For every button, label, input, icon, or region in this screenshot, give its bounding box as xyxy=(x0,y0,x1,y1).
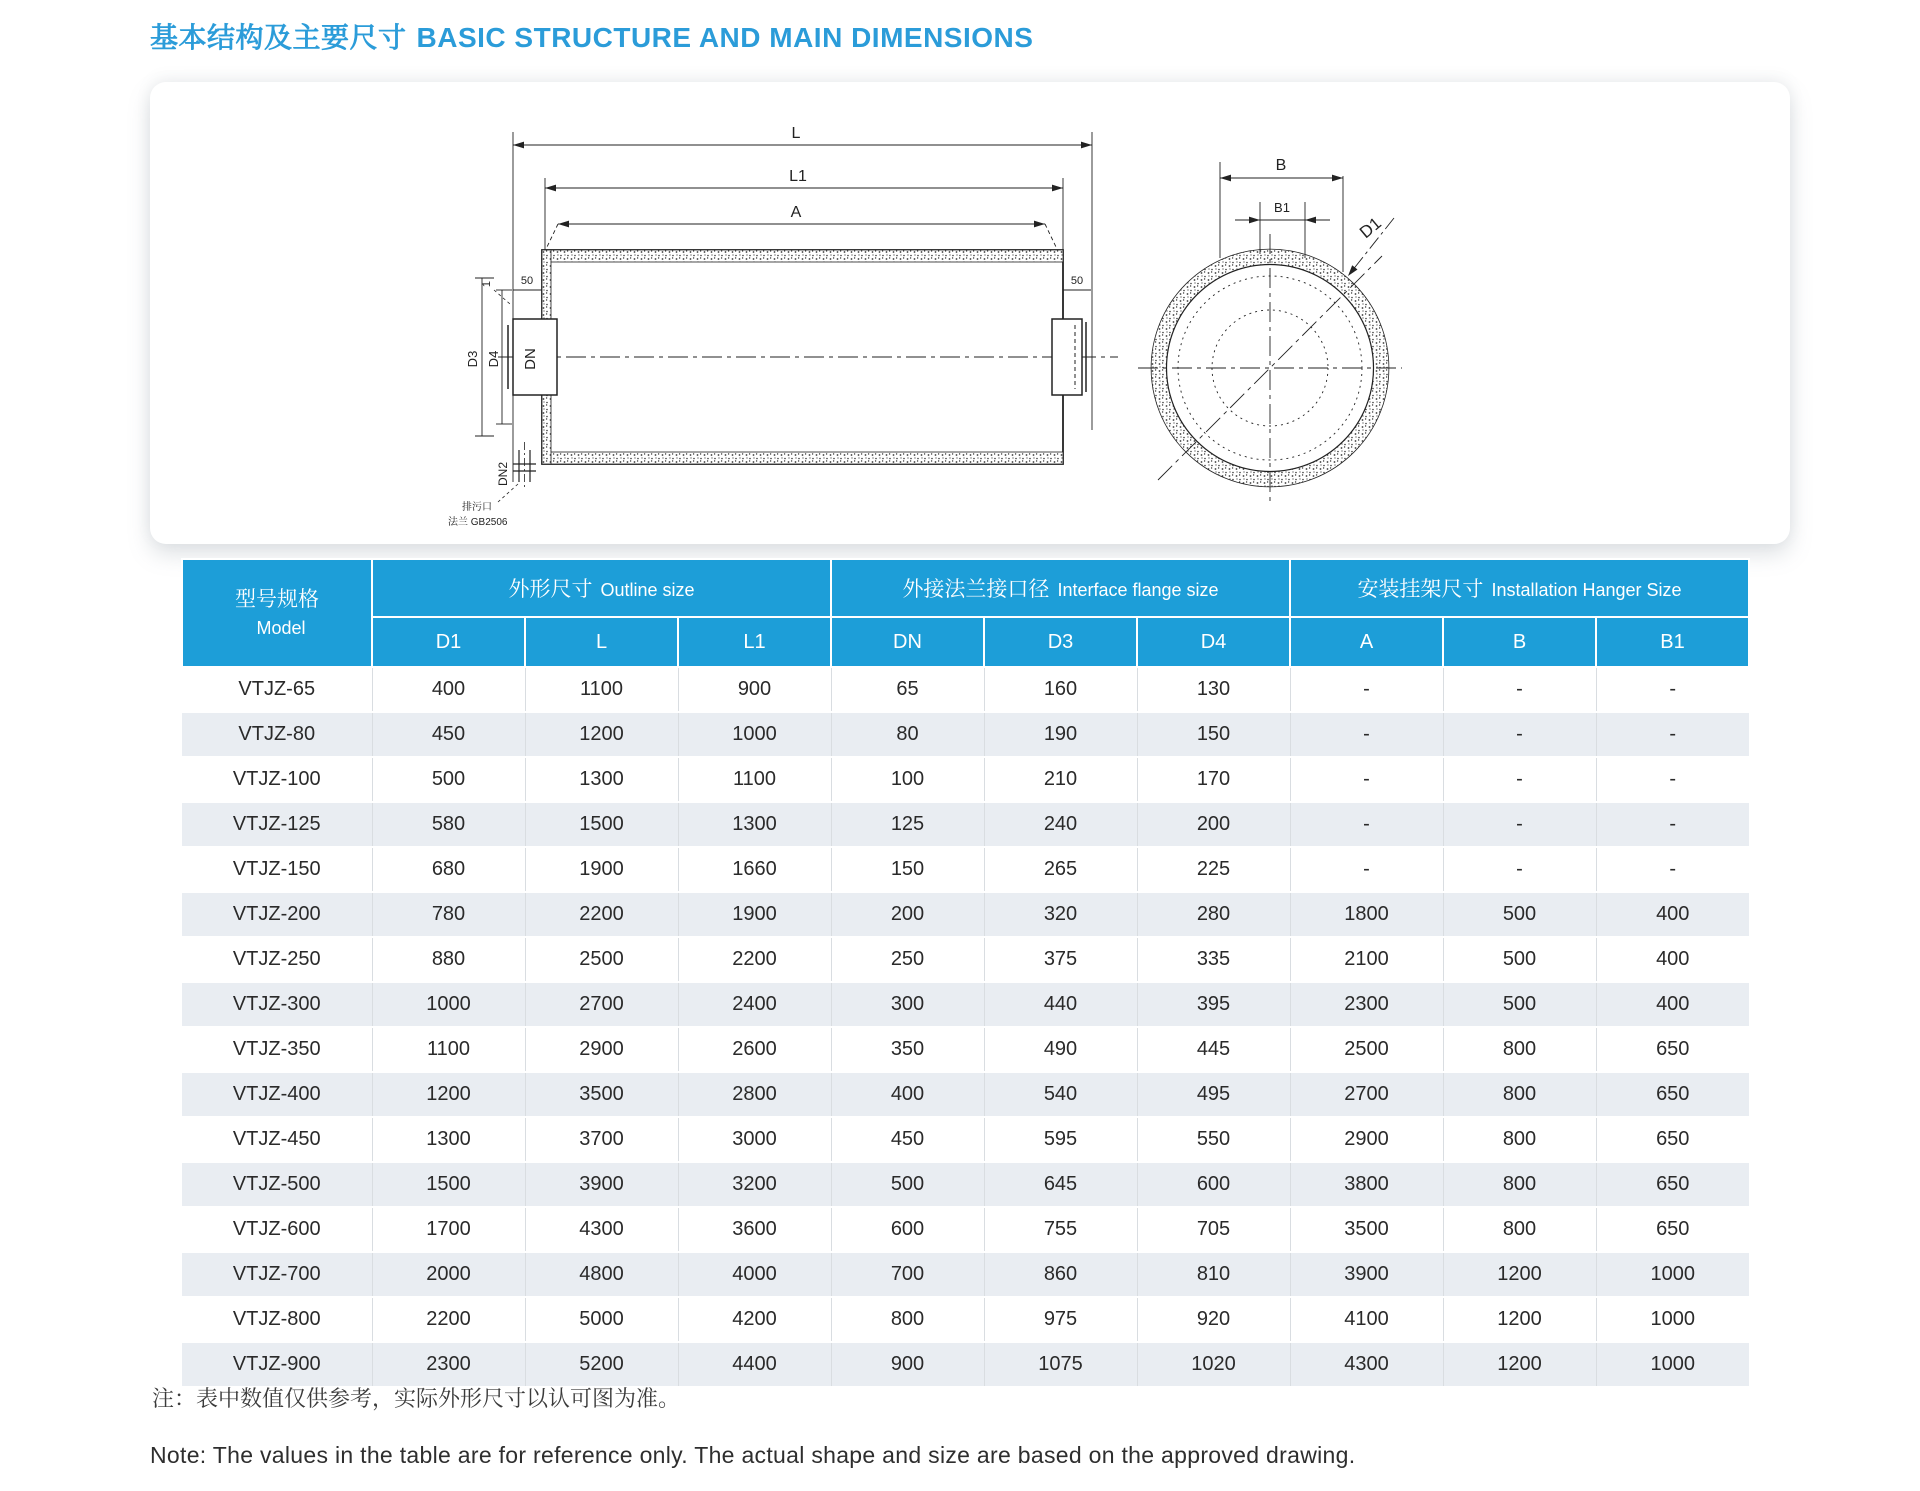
model-cell: VTJZ-600 xyxy=(182,1207,372,1252)
value-cell: 3600 xyxy=(678,1207,831,1252)
value-cell: 335 xyxy=(1137,937,1290,982)
value-cell: - xyxy=(1443,847,1596,892)
value-cell: 400 xyxy=(1596,892,1749,937)
value-cell: 200 xyxy=(831,892,984,937)
model-cell: VTJZ-300 xyxy=(182,982,372,1027)
value-cell: 240 xyxy=(984,802,1137,847)
value-cell: 500 xyxy=(831,1162,984,1207)
header-group-flange xyxy=(831,559,1290,617)
value-cell: 1200 xyxy=(1443,1252,1596,1297)
page-title-en: BASIC STRUCTURE AND MAIN DIMENSIONS xyxy=(416,22,1034,53)
value-cell: 3700 xyxy=(525,1117,678,1162)
value-cell: 2500 xyxy=(1290,1027,1443,1072)
dim-label-50-left: 50 xyxy=(520,275,534,287)
value-cell: 2700 xyxy=(525,982,678,1027)
table-row xyxy=(182,1342,1749,1387)
value-cell: 1800 xyxy=(1290,892,1443,937)
leader-A-right xyxy=(1045,224,1057,249)
value-cell: 1200 xyxy=(1443,1297,1596,1342)
value-cell: 2100 xyxy=(1290,937,1443,982)
value-cell: 650 xyxy=(1596,1117,1749,1162)
table-row xyxy=(182,1117,1749,1162)
value-cell: - xyxy=(1290,847,1443,892)
value-cell: 600 xyxy=(831,1207,984,1252)
value-cell: 200 xyxy=(1137,802,1290,847)
dimensions-table-header xyxy=(182,559,1749,667)
table-row xyxy=(182,757,1749,802)
value-cell: 800 xyxy=(1443,1117,1596,1162)
value-cell: 150 xyxy=(1137,712,1290,757)
value-cell: 780 xyxy=(372,892,525,937)
model-cell: VTJZ-150 xyxy=(182,847,372,892)
dimensions-table xyxy=(181,558,1750,1388)
table-row xyxy=(182,1072,1749,1117)
value-cell: 880 xyxy=(372,937,525,982)
header-columns-row xyxy=(182,617,1749,667)
table-row xyxy=(182,937,1749,982)
header-col-l1: L1 xyxy=(678,617,831,667)
value-cell: 400 xyxy=(372,667,525,712)
table-row xyxy=(182,847,1749,892)
dim-label-50-right: 50 xyxy=(1070,275,1084,287)
value-cell: 2200 xyxy=(372,1297,525,1342)
value-cell: 100 xyxy=(831,757,984,802)
value-cell: 125 xyxy=(831,802,984,847)
value-cell: 800 xyxy=(1443,1072,1596,1117)
value-cell: 1000 xyxy=(678,712,831,757)
value-cell: 810 xyxy=(1137,1252,1290,1297)
value-cell: 4300 xyxy=(525,1207,678,1252)
value-cell: 4000 xyxy=(678,1252,831,1297)
value-cell: 2300 xyxy=(372,1342,525,1387)
value-cell: 500 xyxy=(1443,937,1596,982)
value-cell: 2000 xyxy=(372,1252,525,1297)
header-col-b: B xyxy=(1443,617,1596,667)
model-cell: VTJZ-80 xyxy=(182,712,372,757)
value-cell: 2200 xyxy=(678,937,831,982)
header-group-hanger-en: Installation Hanger Size xyxy=(1491,580,1682,600)
value-cell: 450 xyxy=(831,1117,984,1162)
value-cell: 800 xyxy=(831,1297,984,1342)
value-cell: 130 xyxy=(1137,667,1290,712)
dim-label-DN: DN xyxy=(522,348,539,370)
value-cell: 2900 xyxy=(525,1027,678,1072)
value-cell: 80 xyxy=(831,712,984,757)
technical-drawing xyxy=(150,82,1790,544)
value-cell: 800 xyxy=(1443,1162,1596,1207)
value-cell: 650 xyxy=(1596,1207,1749,1252)
header-col-dn: DN xyxy=(831,617,984,667)
value-cell: - xyxy=(1596,712,1749,757)
value-cell: 1200 xyxy=(1443,1342,1596,1387)
value-cell: 1075 xyxy=(984,1342,1137,1387)
value-cell: 490 xyxy=(984,1027,1137,1072)
silencer-side-view xyxy=(448,125,1118,528)
header-group-flange-en: Interface flange size xyxy=(1057,580,1219,600)
value-cell: 1100 xyxy=(372,1027,525,1072)
note-en: Note: The values in the table are for reference only. The actual shape and size are based on the approved drawing. xyxy=(150,1442,1356,1468)
value-cell: 650 xyxy=(1596,1027,1749,1072)
value-cell: 2400 xyxy=(678,982,831,1027)
value-cell: 550 xyxy=(1137,1117,1290,1162)
table-row xyxy=(182,1027,1749,1072)
value-cell: 320 xyxy=(984,892,1137,937)
value-cell: 375 xyxy=(984,937,1137,982)
page-title xyxy=(150,16,1033,56)
dim-label-D4: D4 xyxy=(486,350,501,368)
header-group-hanger-zh: 安装挂架尺寸 xyxy=(1357,578,1484,601)
value-cell: 1000 xyxy=(372,982,525,1027)
insulation-top-band xyxy=(542,250,1063,262)
value-cell: 150 xyxy=(831,847,984,892)
table-row xyxy=(182,802,1749,847)
value-cell: 800 xyxy=(1443,1027,1596,1072)
value-cell: 2900 xyxy=(1290,1117,1443,1162)
value-cell: 1000 xyxy=(1596,1252,1749,1297)
value-cell: 4300 xyxy=(1290,1342,1443,1387)
value-cell: 2300 xyxy=(1290,982,1443,1027)
value-cell: 3800 xyxy=(1290,1162,1443,1207)
value-cell: 705 xyxy=(1137,1207,1290,1252)
value-cell: 860 xyxy=(984,1252,1137,1297)
value-cell: 265 xyxy=(984,847,1137,892)
header-group-row xyxy=(182,559,1749,617)
value-cell: 650 xyxy=(1596,1072,1749,1117)
value-cell: - xyxy=(1596,757,1749,802)
dim-label-D3: D3 xyxy=(465,350,480,368)
value-cell: 1900 xyxy=(525,847,678,892)
value-cell: - xyxy=(1443,712,1596,757)
value-cell: 645 xyxy=(984,1162,1137,1207)
header-group-flange-zh: 外接法兰接口径 xyxy=(902,578,1050,601)
value-cell: - xyxy=(1290,757,1443,802)
table-row xyxy=(182,712,1749,757)
value-cell: 680 xyxy=(372,847,525,892)
value-cell: 755 xyxy=(984,1207,1137,1252)
value-cell: 4400 xyxy=(678,1342,831,1387)
value-cell: 400 xyxy=(1596,937,1749,982)
header-group-outline-zh: 外形尺寸 xyxy=(508,578,593,601)
value-cell: 1000 xyxy=(1596,1297,1749,1342)
value-cell: 4100 xyxy=(1290,1297,1443,1342)
value-cell: 3200 xyxy=(678,1162,831,1207)
value-cell: 2600 xyxy=(678,1027,831,1072)
value-cell: 1500 xyxy=(372,1162,525,1207)
structure-diagram-card xyxy=(150,82,1790,544)
value-cell: 3900 xyxy=(525,1162,678,1207)
value-cell: 450 xyxy=(372,712,525,757)
value-cell: 5200 xyxy=(525,1342,678,1387)
value-cell: 580 xyxy=(372,802,525,847)
value-cell: 4800 xyxy=(525,1252,678,1297)
value-cell: 500 xyxy=(372,757,525,802)
table-row xyxy=(182,1162,1749,1207)
value-cell: 395 xyxy=(1137,982,1290,1027)
table-row xyxy=(182,1297,1749,1342)
value-cell: 400 xyxy=(831,1072,984,1117)
value-cell: 400 xyxy=(1596,982,1749,1027)
model-cell: VTJZ-250 xyxy=(182,937,372,982)
model-cell: VTJZ-500 xyxy=(182,1162,372,1207)
value-cell: 975 xyxy=(984,1297,1137,1342)
value-cell: 440 xyxy=(984,982,1137,1027)
header-model-zh: 型号规格 xyxy=(235,587,319,611)
value-cell: 280 xyxy=(1137,892,1290,937)
header-col-d4: D4 xyxy=(1137,617,1290,667)
value-cell: - xyxy=(1443,757,1596,802)
model-cell: VTJZ-125 xyxy=(182,802,372,847)
table-row xyxy=(182,892,1749,937)
dim-label-DN2: DN2 xyxy=(496,461,510,487)
model-cell: VTJZ-350 xyxy=(182,1027,372,1072)
table-row xyxy=(182,667,1749,712)
model-cell: VTJZ-900 xyxy=(182,1342,372,1387)
model-cell: VTJZ-800 xyxy=(182,1297,372,1342)
page-title-zh: 基本结构及主要尺寸 xyxy=(150,22,407,53)
header-model xyxy=(182,559,372,667)
note-zh: 注：表中数值仅供参考，实际外形尺寸以认可图为准。 xyxy=(152,1386,681,1411)
value-cell: 4200 xyxy=(678,1297,831,1342)
value-cell: 1300 xyxy=(525,757,678,802)
value-cell: - xyxy=(1290,802,1443,847)
value-cell: 160 xyxy=(984,667,1137,712)
dim-label-B: B xyxy=(1275,157,1287,174)
value-cell: 540 xyxy=(984,1072,1137,1117)
value-cell: - xyxy=(1290,712,1443,757)
value-cell: 5000 xyxy=(525,1297,678,1342)
value-cell: 1100 xyxy=(525,667,678,712)
value-cell: - xyxy=(1596,802,1749,847)
dim-label-L: L xyxy=(791,125,801,142)
value-cell: 3000 xyxy=(678,1117,831,1162)
value-cell: 170 xyxy=(1137,757,1290,802)
value-cell: 1200 xyxy=(372,1072,525,1117)
model-cell: VTJZ-450 xyxy=(182,1117,372,1162)
header-model-en: Model xyxy=(256,618,306,639)
value-cell: 595 xyxy=(984,1117,1137,1162)
dim-label-B1: B1 xyxy=(1274,200,1290,215)
dim-label-L1: L1 xyxy=(789,168,807,185)
value-cell: 650 xyxy=(1596,1162,1749,1207)
value-cell: 225 xyxy=(1137,847,1290,892)
header-col-l: L xyxy=(525,617,678,667)
value-cell: - xyxy=(1443,667,1596,712)
value-cell: 3500 xyxy=(525,1072,678,1117)
value-cell: - xyxy=(1596,847,1749,892)
value-cell: 210 xyxy=(984,757,1137,802)
value-cell: 1700 xyxy=(372,1207,525,1252)
value-cell: 3900 xyxy=(1290,1252,1443,1297)
value-cell: - xyxy=(1443,802,1596,847)
value-cell: 1660 xyxy=(678,847,831,892)
header-col-d1: D1 xyxy=(372,617,525,667)
table-row xyxy=(182,1207,1749,1252)
value-cell: 350 xyxy=(831,1027,984,1072)
value-cell: - xyxy=(1290,667,1443,712)
drain-note-line1: 排污口 xyxy=(462,502,492,513)
value-cell: 500 xyxy=(1443,982,1596,1027)
value-cell: 190 xyxy=(984,712,1137,757)
value-cell: 250 xyxy=(831,937,984,982)
table-row xyxy=(182,1252,1749,1297)
model-cell: VTJZ-65 xyxy=(182,667,372,712)
value-cell: 900 xyxy=(678,667,831,712)
header-group-outline xyxy=(372,559,831,617)
model-cell: VTJZ-100 xyxy=(182,757,372,802)
value-cell: 1000 xyxy=(1596,1342,1749,1387)
header-col-d3: D3 xyxy=(984,617,1137,667)
header-col-a: A xyxy=(1290,617,1443,667)
drain-note-line2: 法兰 GB2506 xyxy=(448,517,508,528)
model-cell: VTJZ-200 xyxy=(182,892,372,937)
model-cell: VTJZ-400 xyxy=(182,1072,372,1117)
header-col-b1: B1 xyxy=(1596,617,1749,667)
value-cell: 2500 xyxy=(525,937,678,982)
value-cell: 1200 xyxy=(525,712,678,757)
value-cell: 920 xyxy=(1137,1297,1290,1342)
outlet-nozzle xyxy=(1052,319,1082,395)
model-cell: VTJZ-700 xyxy=(182,1252,372,1297)
spec-table-body xyxy=(182,667,1749,1387)
value-cell: 500 xyxy=(1443,892,1596,937)
value-cell: 3500 xyxy=(1290,1207,1443,1252)
value-cell: - xyxy=(1596,667,1749,712)
dim-label-A: A xyxy=(790,204,802,221)
value-cell: 1300 xyxy=(372,1117,525,1162)
value-cell: 1500 xyxy=(525,802,678,847)
value-cell: 1300 xyxy=(678,802,831,847)
table-row xyxy=(182,982,1749,1027)
value-cell: 1900 xyxy=(678,892,831,937)
dim-label-D1: D1 xyxy=(1356,213,1385,243)
value-cell: 600 xyxy=(1137,1162,1290,1207)
value-cell: 445 xyxy=(1137,1027,1290,1072)
dim-label-wall-mark: 1 xyxy=(481,280,493,288)
value-cell: 495 xyxy=(1137,1072,1290,1117)
value-cell: 300 xyxy=(831,982,984,1027)
value-cell: 2800 xyxy=(678,1072,831,1117)
value-cell: 800 xyxy=(1443,1207,1596,1252)
leader-A-left xyxy=(546,224,558,249)
insulation-bottom-band xyxy=(542,452,1063,464)
header-group-hanger xyxy=(1290,559,1749,617)
value-cell: 2200 xyxy=(525,892,678,937)
header-group-outline-en: Outline size xyxy=(600,580,695,600)
value-cell: 700 xyxy=(831,1252,984,1297)
value-cell: 900 xyxy=(831,1342,984,1387)
value-cell: 2700 xyxy=(1290,1072,1443,1117)
value-cell: 1100 xyxy=(678,757,831,802)
value-cell: 1020 xyxy=(1137,1342,1290,1387)
silencer-end-view xyxy=(1138,157,1402,502)
value-cell: 65 xyxy=(831,667,984,712)
